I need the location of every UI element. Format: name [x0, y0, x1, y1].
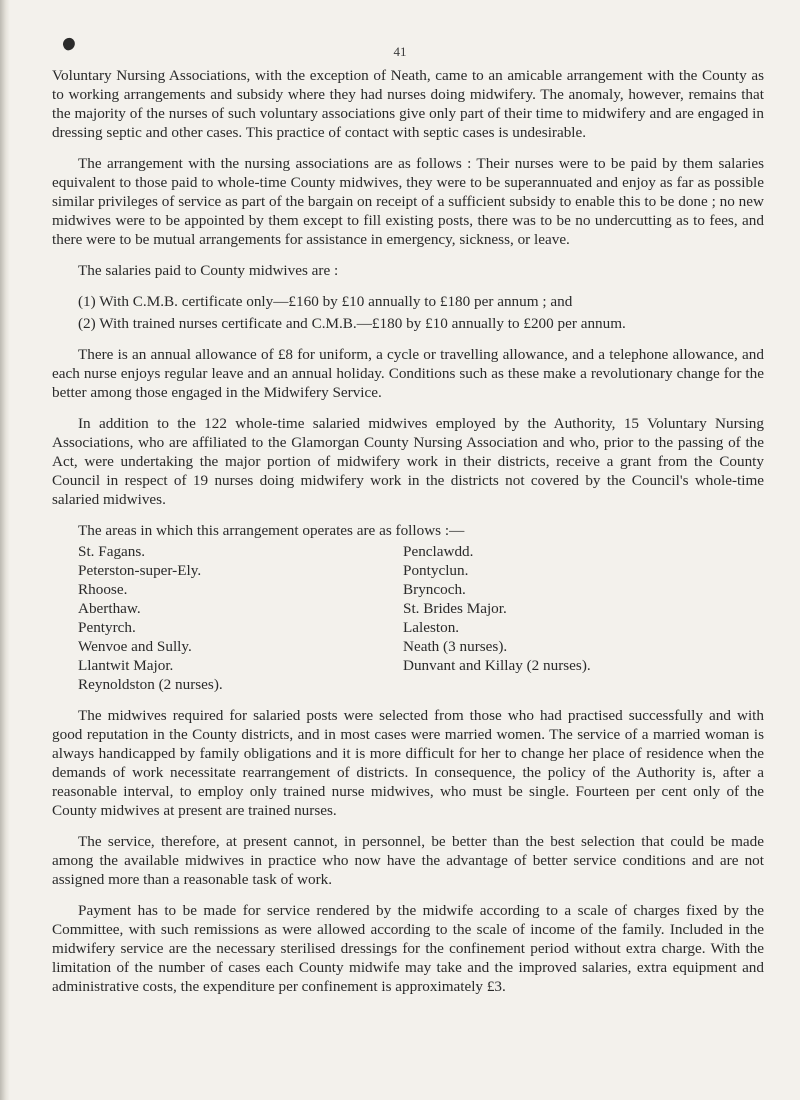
paragraph-areas-intro: The areas in which this arrangement operates are as follows :—: [78, 522, 465, 539]
paragraph-payment: Payment has to be made for service rendered by the midwife according to a scale of charges fixed by the Committee, with such remissions as were allowed according to the scale of income of the family. Included in the midwifery service are the necessary sterilised dressings for the confinement period without extra charge. With the limitation of the number of cases each County midwife may take and the improved salaries, extra equipment and administrative costs, the expenditure per confinement is approximately £3.: [52, 902, 764, 995]
salary-item: (1) With C.M.B. certificate only—£160 by £10 annually to £180 per annum ; and: [78, 293, 573, 310]
area-item: Laleston.: [403, 619, 460, 636]
area-item: Llantwit Major.: [78, 657, 174, 674]
document-body: [52, 66, 764, 1008]
areas-column-left: [52, 542, 403, 694]
area-item: St. Fagans.: [78, 543, 146, 560]
area-item: Bryncoch.: [403, 581, 466, 598]
areas-column-right: [403, 542, 763, 694]
areas-list: [52, 542, 764, 694]
paragraph-voluntary-associations: Voluntary Nursing Associations, with the exception of Neath, came to an amicable arrangement with the County as to working arrangements and subsidy where they had nurses doing midwifery. The anomaly, however, remains that the majority of the nurses of such voluntary associations give only part of their time to midwifery and are engaged in dressing septic and other cases. This practice of contact with septic cases is undesirable.: [52, 67, 764, 141]
paragraph-service-quality: The service, therefore, at present cannot, in personnel, be better than the best selection that could be made among the available midwives in practice who now have the advantage of better service conditions and are not assigned more than a reasonable task of work.: [52, 833, 764, 888]
paragraph-arrangement-terms: The arrangement with the nursing associations are as follows : Their nurses were to be paid by them salaries equivalent to those paid to whole-time County midwives, they were to be superannuated and enjoy as far as possible similar privileges of service as part of the bargain on receipt of a sufficient subsidy to enable this to be done ; no new midwives were to be appointed by them except to fill existing posts, there was to be no undercutting as to fees, and there were to be mutual arrangements for assistance in emergency, sickness, or leave.: [52, 155, 764, 248]
salary-list: [52, 292, 764, 333]
area-item: Neath (3 nurses).: [403, 638, 508, 655]
area-item: Rhoose.: [78, 581, 128, 598]
page-number: 41: [393, 44, 407, 59]
paragraph-allowances: There is an annual allowance of £8 for uniform, a cycle or travelling allowance, and a telephone allowance, and each nurse enjoys regular leave and an annual holiday. Conditions such as these make a revolutionary change for the better among those engaged in the Midwifery Service.: [52, 346, 764, 401]
paragraph-voluntary-grant: In addition to the 122 whole-time salaried midwives employed by the Authority, 15 Voluntary Nursing Associations, who are affiliated to the Glamorgan County Nursing Association and who, prior to the passing of the Act, were undertaking the major portion of midwifery work in their districts, receive a grant from the County Council in respect of 19 nurses doing midwifery work in the districts not covered by the Council's whole-time salaried midwives.: [52, 415, 764, 508]
paragraph-salaries-intro: The salaries paid to County midwives are :: [78, 262, 339, 279]
paragraph-midwife-selection: The midwives required for salaried posts were selected from those who had practised successfully and with good reputation in the County districts, and in most cases were married women. The service of a married woman is always handicapped by family obligations and it is more difficult for her to change her place of residence when the demands of work necessitate rearrangement of districts. In consequence, the policy of the Authority is, after a reasonable interval, to employ only trained nurse midwives, who must be single. Fourteen per cent only of the County midwives at present are trained nurses.: [52, 707, 764, 819]
area-item: Reynoldston (2 nurses).: [78, 676, 223, 693]
area-item: Dunvant and Killay (2 nurses).: [403, 657, 591, 674]
area-item: Pontyclun.: [403, 562, 469, 579]
area-item: Wenvoe and Sully.: [78, 638, 192, 655]
scan-binding-edge: [0, 0, 10, 1100]
area-item: Aberthaw.: [78, 600, 141, 617]
area-item: St. Brides Major.: [403, 600, 507, 617]
area-item: Peterston-super-Ely.: [78, 562, 202, 579]
salary-item: (2) With trained nurses certificate and C.M.B.—£180 by £10 annually to £200 per annum.: [78, 315, 626, 332]
area-item: Penclawdd.: [403, 543, 474, 560]
area-item: Pentyrch.: [78, 619, 136, 636]
